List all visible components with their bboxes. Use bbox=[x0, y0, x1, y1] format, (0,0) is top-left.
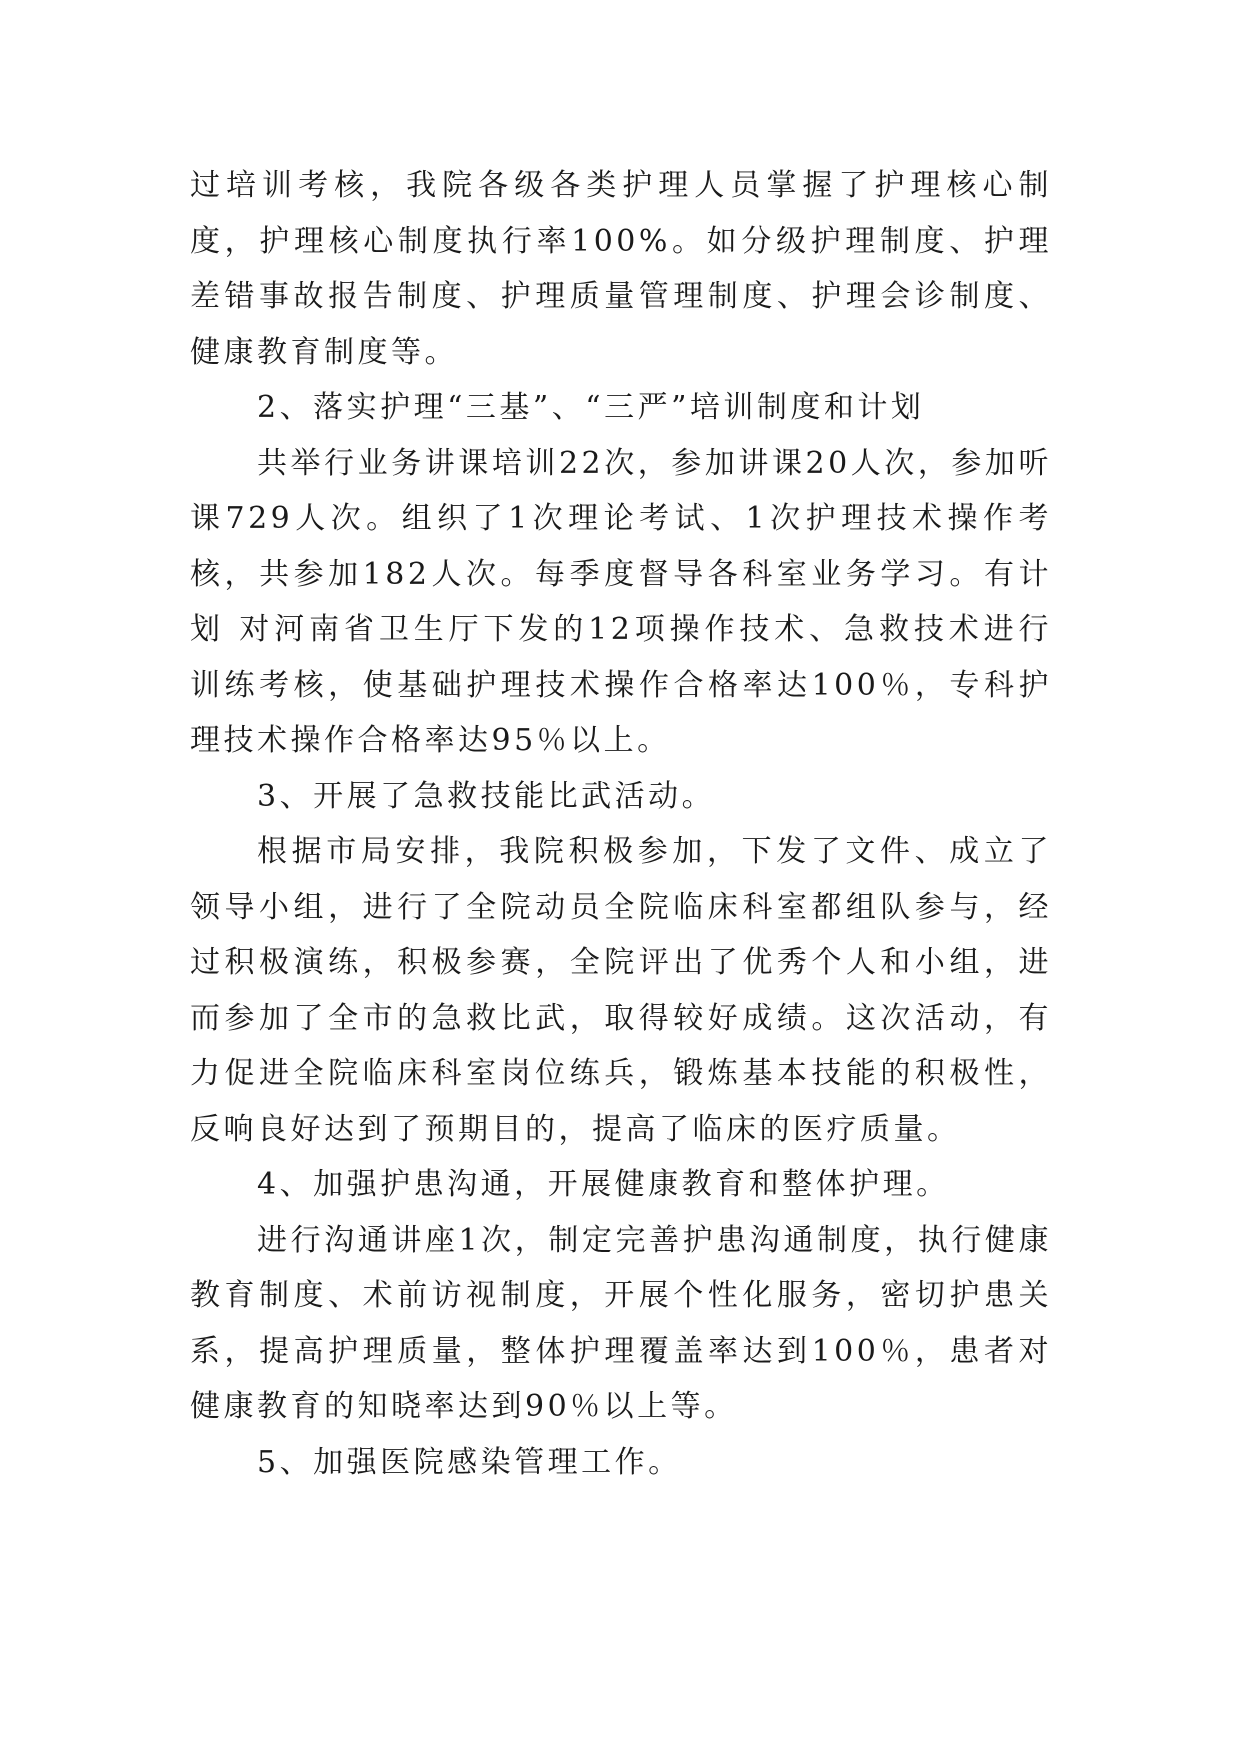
paragraph-emergency-competition: 根据市局安排，我院积极参加，下发了文件、成立了领导小组，进行了全院动员全院临床科室都组队参与，经过积极演练，积极参赛，全院评出了优秀个人和小组，进而参加了全市的急救比武，取得较好成绩。这次活动，有力促进全院临床科室岗位练兵，锻炼基本技能的积极性，反响良好达到了预期目的，提高了临床的医疗质量。 bbox=[190, 834, 1052, 1147]
heading-section-4: 4、加强护患沟通，开展健康教育和整体护理。 bbox=[257, 1167, 950, 1202]
paragraph-training-stats: 共举行业务讲课培训22次，参加讲课20人次，参加听课729人次。组织了1次理论考试、1次护理技术操作考核，共参加182人次。每季度督导各科室业务学习。有计划 对河南省卫生厅下发的12项操作技术、急救技术进行训练考核，使基础护理技术操作合格率达100％，专科护理技术操作合格率达95％以上。 bbox=[190, 445, 1052, 758]
document-body bbox=[190, 158, 1052, 1490]
paragraph-core-system-continuation: 过培训考核，我院各级各类护理人员掌握了护理核心制度，护理核心制度执行率100%。如分级护理制度、护理差错事故报告制度、护理质量管理制度、护理会诊制度、健康教育制度等。 bbox=[190, 168, 1052, 370]
heading-section-5: 5、加强医院感染管理工作。 bbox=[257, 1444, 682, 1480]
heading-section-2: 2、落实护理“三基”、“三严”培训制度和计划 bbox=[257, 390, 925, 425]
heading-section-3: 3、开展了急救技能比武活动。 bbox=[257, 778, 716, 814]
paragraph-communication: 进行沟通讲座1次，制定完善护患沟通制度，执行健康教育制度、术前访视制度，开展个性化服务，密切护患关系，提高护理质量，整体护理覆盖率达到100％，患者对健康教育的知晓率达到90％以上等。 bbox=[190, 1222, 1052, 1424]
